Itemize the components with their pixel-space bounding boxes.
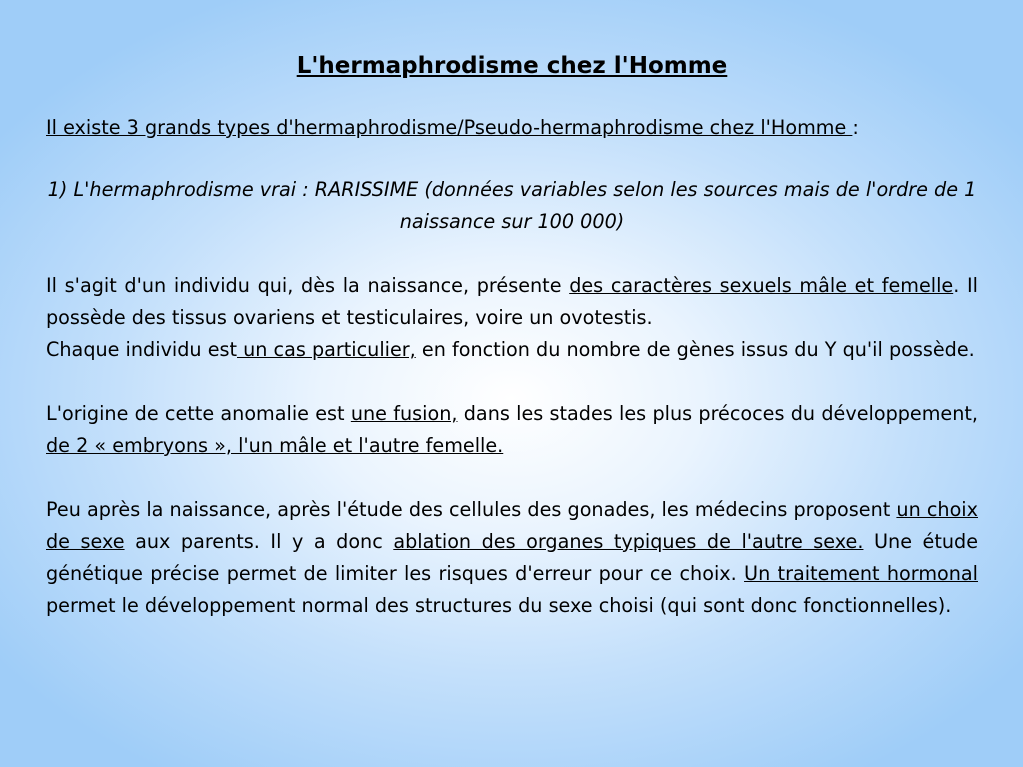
p4-text-b: aux parents. Il y a donc [124,530,394,553]
p3-text-b: dans les stades les plus précoces du développement, [457,402,979,425]
intro-tail: : [852,116,859,139]
paragraph-3 [46,398,978,462]
p2-underline-1: un cas particulier, [237,338,416,361]
p4-underline-2: ablation des organes typiques de l'autre sexe. [393,530,864,553]
p4-underline-1: un choix de sexe [46,498,978,553]
slide [46,46,978,622]
p4-text-a: Peu après la naissance, après l'étude des cellules des gonades, les médecins proposent [46,498,897,521]
paragraph-4 [46,494,978,622]
paragraph-2 [46,334,978,366]
slide-title-text: L'hermaphrodisme chez l'Homme [296,53,728,79]
section-heading-1 [46,174,978,238]
intro-line [46,112,978,144]
p3-text-a: L'origine de cette anomalie est [46,402,351,425]
section-heading-1-text: 1) L'hermaphrodisme vrai : RARISSIME (données variables selon les sources mais de l'ordre de 1 naissance sur 100 000) [47,178,977,233]
p4-underline-3: Un traitement hormonal [744,562,978,585]
p2-text-a: Chaque individu est [46,338,238,361]
p1-underline-1: des caractères sexuels mâle et femelle [569,274,954,297]
slide-title [46,46,978,86]
p1-text-a: Il s'agit d'un individu qui, dès la naissance, présente [46,274,570,297]
p4-text-c: Une étude génétique précise permet de limiter les risques d'erreur pour ce choix. [46,530,979,585]
p3-underline-1: une fusion, [350,402,458,425]
p3-underline-2: de 2 « embryons », l'un mâle et l'autre femelle. [46,434,504,457]
p1-text-b: . Il possède des tissus ovariens et testiculaires, voire un ovotestis. [46,274,978,329]
intro-underlined: Il existe 3 grands types d'hermaphrodisme/Pseudo-hermaphrodisme chez l'Homme [46,116,853,139]
p4-text-d: permet le développement normal des structures du sexe choisi (qui sont donc fonctionnelles). [46,594,952,617]
p2-text-b: en fonction du nombre de gènes issus du Y qu'il possède. [415,338,975,361]
paragraph-1 [46,270,978,334]
